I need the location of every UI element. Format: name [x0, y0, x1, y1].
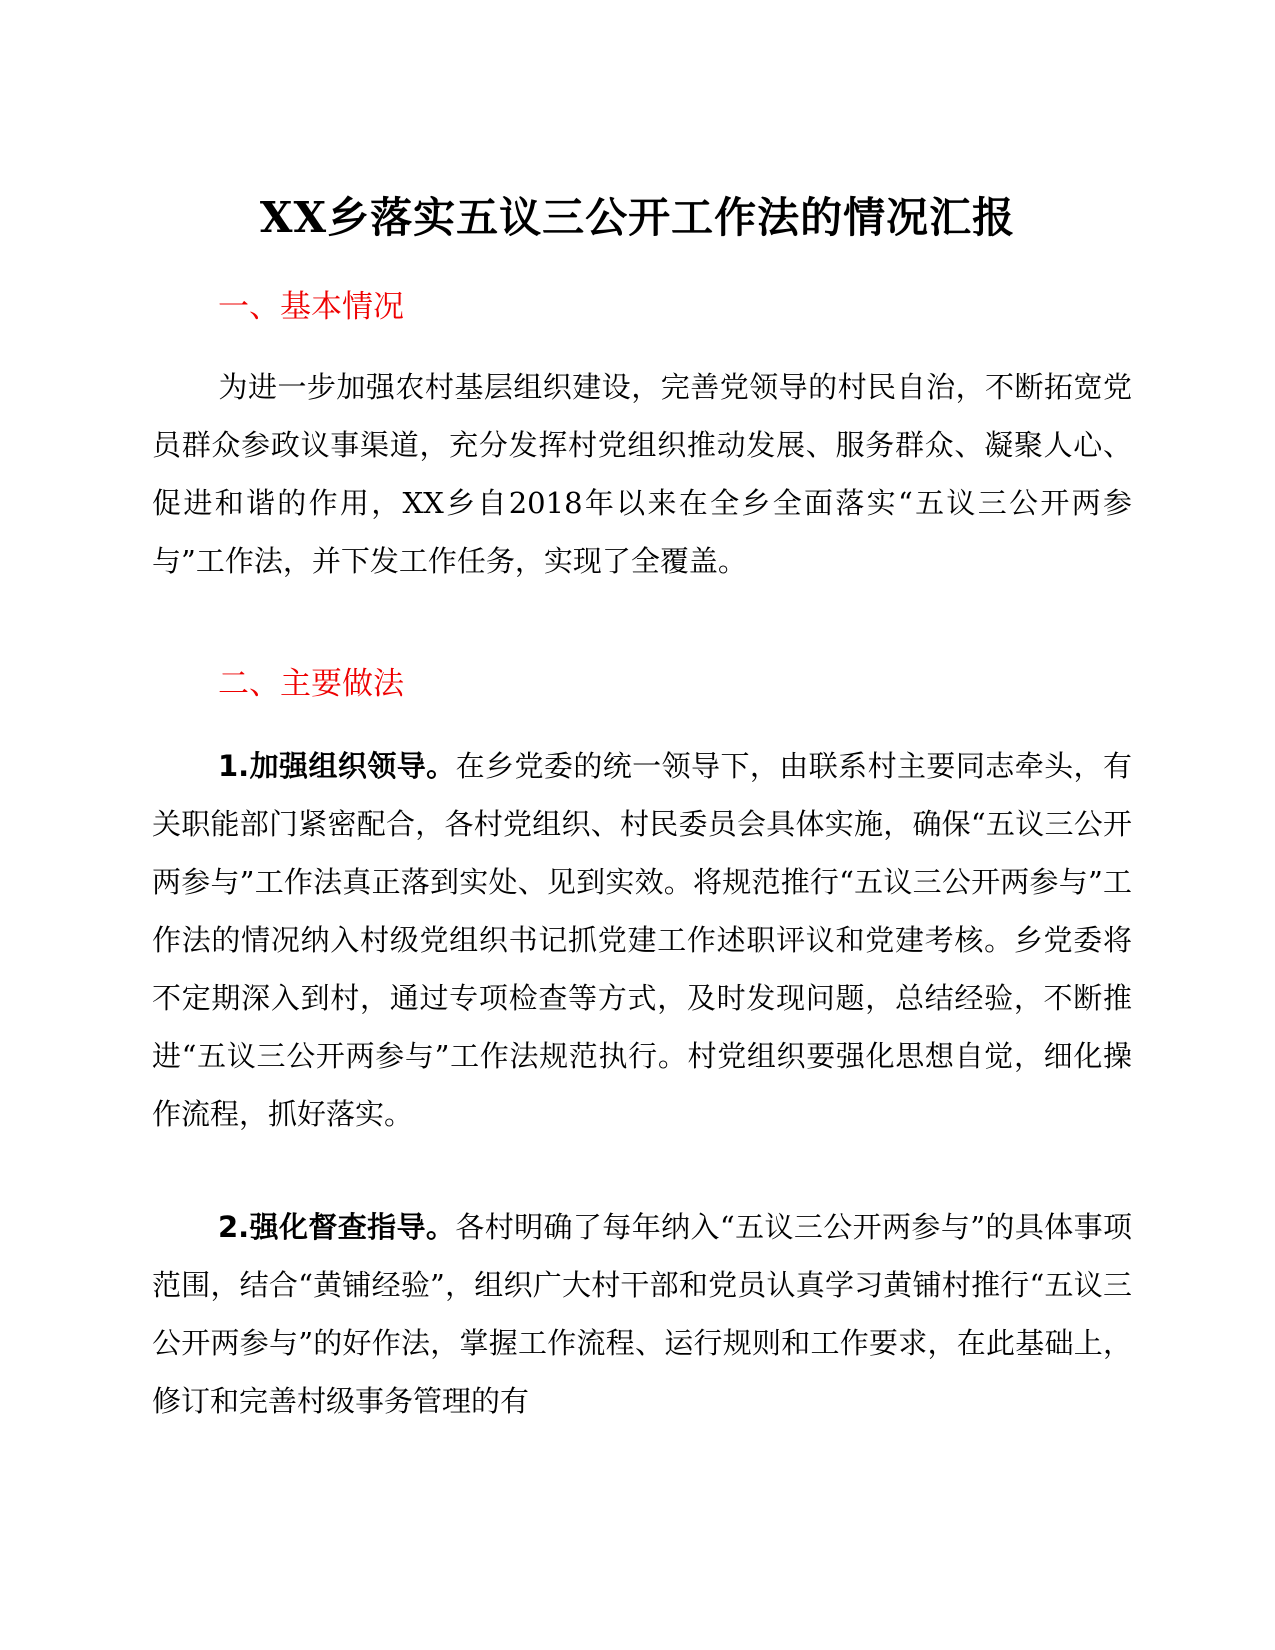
practice-item-1-lead: 1.加强组织领导。 — [218, 749, 456, 783]
section-basic-situation-paragraph — [152, 358, 1132, 590]
section-heading-main-practices: 二、主要做法 — [218, 666, 404, 702]
practice-item-2-text: 各村明确了每年纳入“五议三公开两参与”的具体事项范围，结合“黄铺经验”，组织广大村干部和党员认真学习黄铺村推行“五议三公开两参与”的好作法，掌握工作流程、运行规则和工作要求，在此基础上，修订和完善村级事务管理的有 — [152, 1210, 1133, 1418]
document-title: XX乡落实五议三公开工作法的情况汇报 — [259, 193, 1016, 242]
practice-item-1-text: 在乡党委的统一领导下，由联系村主要同志牵头，有关职能部门紧密配合，各村党组织、村民委员会具体实施，确保“五议三公开两参与”工作法真正落到实处、见到实效。将规范推行“五议三公开两参与”工作法的情况纳入村级党组织书记抓党建工作述职评议和党建考核。乡党委将不定期深入到村，通过专项检查等方式，及时发现问题，总结经验，不断推进“五议三公开两参与”工作法规范执行。村党组织要强化思想自觉，细化操作流程，抓好落实。 — [152, 749, 1132, 1131]
practice-item-2-lead: 2.强化督查指导。 — [218, 1210, 456, 1244]
practice-item-1-paragraph — [152, 737, 1132, 1143]
section-heading-basic-situation: 一、基本情况 — [218, 289, 404, 325]
paragraph-text: 为进一步加强农村基层组织建设，完善党领导的村民自治，不断拓宽党员群众参政议事渠道，充分发挥村党组织推动发展、服务群众、凝聚人心、促进和谐的作用，XX乡自2018年以来在全乡全面落实“五议三公开两参与”工作法，并下发工作任务，实现了全覆盖。 — [152, 370, 1132, 578]
practice-item-2-paragraph — [152, 1198, 1132, 1430]
